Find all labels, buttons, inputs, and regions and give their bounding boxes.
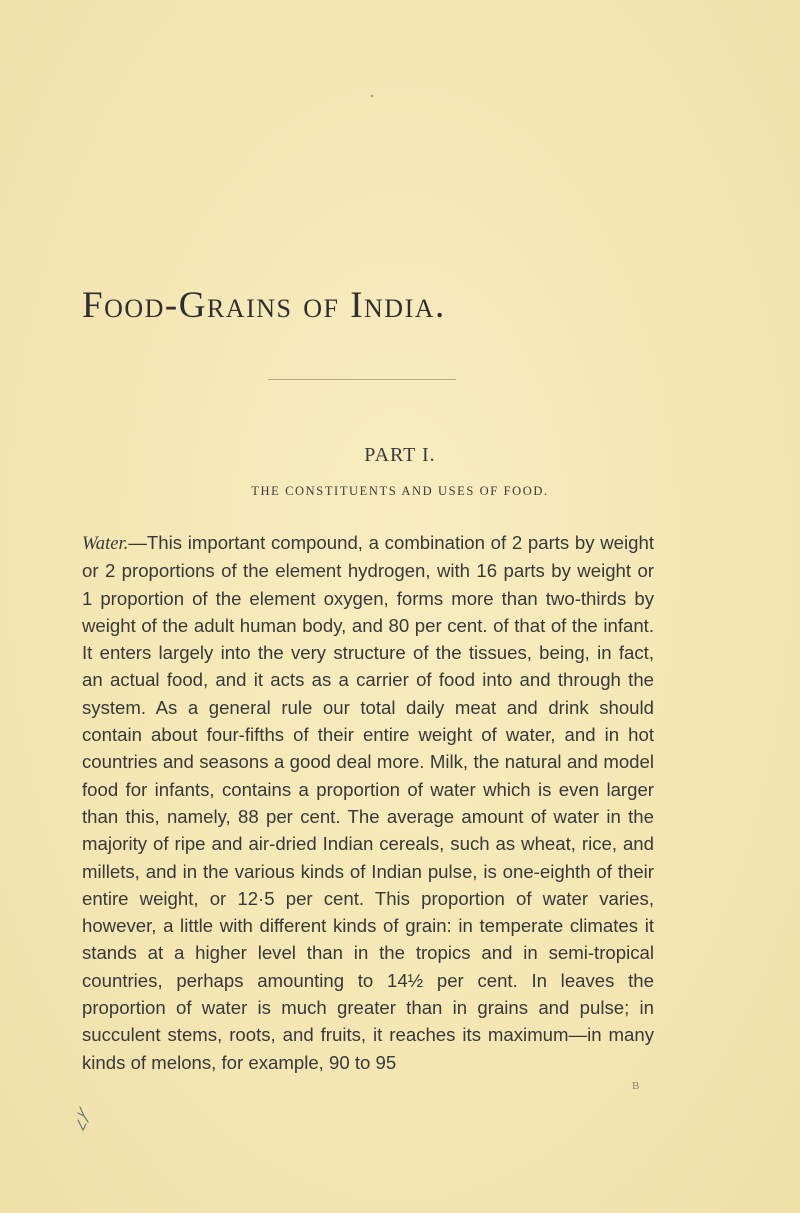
- paper-speck: •: [369, 92, 375, 103]
- paragraph-lead-word: Water.: [82, 533, 129, 554]
- section-heading: THE CONSTITUENTS AND USES OF FOOD.: [251, 484, 549, 498]
- paragraph-text: —This important compound, a combination of 2 parts by weight or 2 proportions of the element hydrogen, with 16 parts by weight or 1 proportion of the element oxygen, forms more than two-thirds by weight of the adult human body, and 80 per cent. of that of the infant. It enters largely into the very structure of the tissues, being, in fact, an actual food, and it acts as a carrier of food into and through the system. As a general rule our total daily meat and drink should contain about four-fifths of their entire weight of water, and in hot countries and seasons a good deal more. Milk, the natural and model food for infants, contains a proportion of water which is even larger than this, namely, 88 per cent. The average amount of water in the majority of ripe and air-dried Indian cereals, such as wheat, rice, and millets, and in the various kinds of Indian pulse, is one-eighth of their entire weight, or 12·5 per cent. This proportion of water varies, however, a little with different kinds of grain: in temperate climates it stands at a higher level than in the tropics and in semi-tropical countries, perhaps amounting to 14½ per cent. In leaves the proportion of water is much greater than in grains and pulse; in succulent stems, roots, and fruits, it reaches its maximum—in many kinds of melons, for example, 90 to 95: [82, 532, 654, 1073]
- pencil-annotation-icon: [74, 1104, 98, 1134]
- title-divider: [268, 379, 456, 380]
- book-title: Food-Grains of India.: [82, 285, 446, 326]
- signature-mark: B: [632, 1080, 640, 1092]
- body-paragraph: [82, 529, 654, 1076]
- part-heading: PART I.: [364, 444, 436, 466]
